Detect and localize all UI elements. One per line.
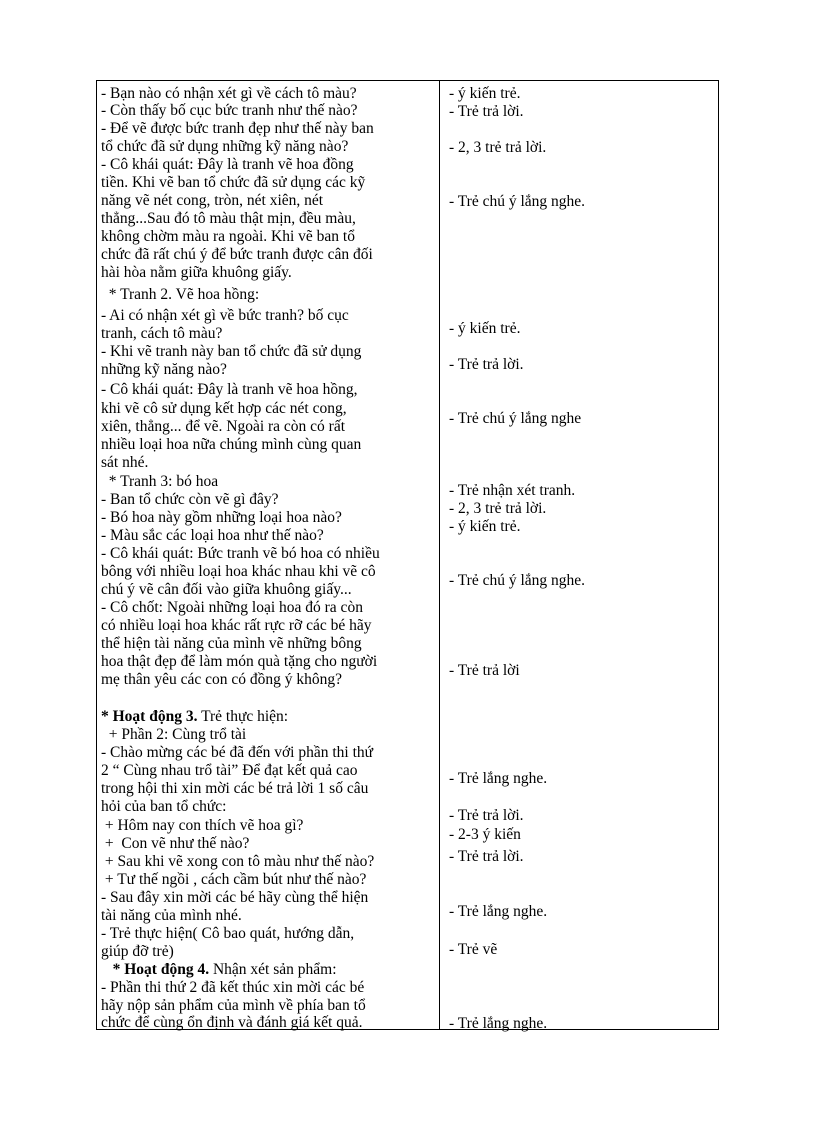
left-line: tài năng của mình nhé. (101, 907, 242, 924)
right-line: - Trẻ chú ý lắng nghe. (449, 572, 586, 589)
left-line: * Tranh 2. Vẽ hoa hồng: (101, 286, 260, 303)
left-line: + Con vẽ như thế nào? (101, 835, 250, 852)
right-line: - Trẻ trả lời. (449, 356, 524, 373)
left-line: tổ chức đã sử dụng những kỹ năng nào? (101, 138, 349, 155)
right-line: - ý kiến trẻ. (449, 518, 521, 535)
left-line: + Sau khi vẽ xong con tô màu như thế nào? (101, 853, 375, 870)
left-line: + Tư thế ngồi , cách cầm bút như thế nào? (101, 871, 367, 888)
left-line: - Chào mừng các bé đã đến với phần thi thứ (101, 744, 374, 761)
right-line: - 2, 3 trẻ trả lời. (449, 139, 547, 156)
right-line: - Trẻ trả lời (449, 662, 520, 679)
left-line: chức đã rất chú ý để bức tranh được cân đối (101, 246, 373, 263)
right-line: - Trẻ vẽ (449, 941, 498, 958)
right-line: - Trẻ lắng nghe. (449, 903, 548, 920)
left-line: * Tranh 3: bó hoa (101, 473, 219, 490)
left-line: thẳng...Sau đó tô màu thật mịn, đều màu, (101, 210, 356, 227)
right-line: - Trẻ trả lời. (449, 103, 524, 120)
left-line: - Màu sắc các loại hoa như thế nào? (101, 527, 324, 544)
left-line: chú ý vẽ cân đối vào giữa khuông giấy... (101, 581, 352, 598)
right-line: - Trẻ nhận xét tranh. (449, 482, 576, 499)
left-line: bông với nhiều loại hoa khác nhau khi vẽ cô (101, 563, 376, 580)
left-line: - Bó hoa này gồm những loại hoa nào? (101, 509, 342, 526)
right-line: - Trẻ trả lời. (449, 807, 524, 824)
left-line: - Trẻ thực hiện( Cô bao quát, hướng dẫn, (101, 925, 355, 942)
left-line: khi vẽ cô sử dụng kết hợp các nét cong, (101, 400, 347, 417)
right-line: - Trẻ chú ý lắng nghe. (449, 193, 586, 210)
left-line: - Ban tổ chức còn vẽ gì đây? (101, 491, 279, 508)
right-line: - Trẻ trả lời. (449, 848, 524, 865)
lesson-table (96, 80, 719, 1030)
left-line: tranh, cách tô màu? (101, 325, 223, 342)
left-line: - Cô chốt: Ngoài những loại hoa đó ra còn (101, 599, 363, 616)
left-line: - Ai có nhận xét gì về bức tranh? bố cục (101, 307, 349, 324)
left-line: giúp đỡ trẻ) (101, 943, 174, 960)
left-line: - Cô khái quát: Bức tranh vẽ bó hoa có nhiều (101, 545, 380, 562)
left-line: có nhiều loại hoa khác rất rực rỡ các bé hãy (101, 617, 372, 634)
left-line: hãy nộp sản phẩm của mình về phía ban tổ (101, 997, 366, 1014)
left-line: năng vẽ nét cong, tròn, nét xiên, nét (101, 192, 324, 209)
left-line: xiên, thẳng... để vẽ. Ngoài ra còn có rất (101, 418, 346, 435)
left-line: thể hiện tài năng của mình vẽ những bông (101, 635, 362, 652)
left-line: - Cô khái quát: Đây là tranh vẽ hoa hồng, (101, 381, 358, 398)
right-line: - 2, 3 trẻ trả lời. (449, 500, 547, 517)
left-line: sát nhé. (101, 454, 149, 471)
right-line: - 2-3 ý kiến (449, 826, 521, 843)
left-line: mẹ thân yêu các con có đồng ý không? (101, 671, 343, 688)
left-line: * Hoạt động 3. Trẻ thực hiện: (101, 708, 289, 725)
left-line: - Để vẽ được bức tranh đẹp như thế này ban (101, 120, 374, 137)
left-line: * Hoạt động 4. Nhận xét sản phẩm: (101, 961, 337, 978)
left-line: nhiều loại hoa nữa chúng mình cùng quan (101, 436, 362, 453)
right-line: - ý kiến trẻ. (449, 85, 521, 102)
left-line: - Bạn nào có nhận xét gì về cách tô màu? (101, 85, 357, 102)
left-line: trong hội thi xin mời các bé trả lời 1 số câu (101, 780, 369, 797)
left-line: 2 “ Cùng nhau trổ tài” Để đạt kết quả cao (101, 762, 358, 779)
left-line: + Phần 2: Cùng trổ tài (101, 726, 247, 743)
left-line: hỏi của ban tổ chức: (101, 798, 227, 815)
left-line: những kỹ năng nào? (101, 361, 227, 378)
left-line: không chờm màu ra ngoài. Khi vẽ ban tổ (101, 228, 355, 245)
column-divider (439, 81, 440, 1029)
left-line: - Còn thấy bố cục bức tranh như thế nào? (101, 102, 358, 119)
right-line: - Trẻ chú ý lắng nghe (449, 410, 582, 427)
left-line: tiền. Khi vẽ ban tổ chức đã sử dụng các kỹ (101, 174, 366, 191)
left-line: hoa thật đẹp để làm món quà tặng cho người (101, 653, 378, 670)
left-line: - Khi vẽ tranh này ban tổ chức đã sử dụng (101, 343, 362, 360)
left-line: hài hòa nằm giữa khuông giấy. (101, 264, 292, 281)
left-line: - Cô khái quát: Đây là tranh vẽ hoa đồng (101, 156, 354, 173)
left-line: + Hôm nay con thích vẽ hoa gì? (101, 817, 304, 834)
left-line: - Phần thi thứ 2 đã kết thúc xin mời các bé (101, 979, 365, 996)
right-line: - ý kiến trẻ. (449, 320, 521, 337)
left-line: - Sau đây xin mời các bé hãy cùng thể hiện (101, 889, 369, 906)
right-line: - Trẻ lắng nghe. (449, 770, 548, 787)
right-line: - Trẻ lắng nghe. (449, 1015, 548, 1032)
left-line: chức để cùng ổn định và đánh giá kết quả. (101, 1014, 363, 1031)
